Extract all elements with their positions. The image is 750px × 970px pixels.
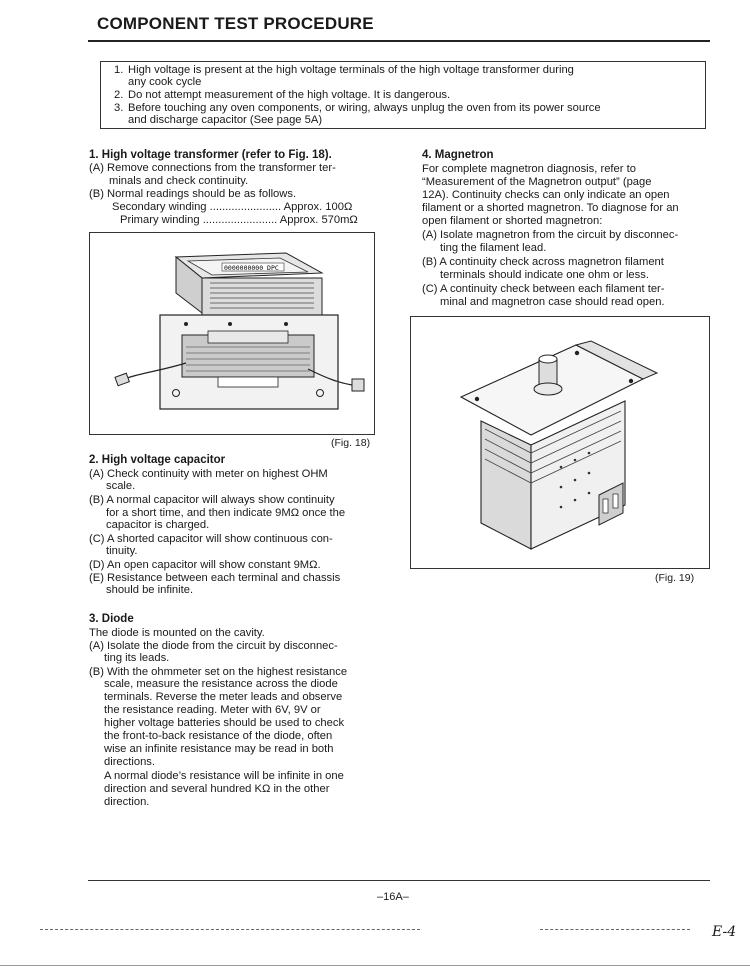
- diode-step: the front-to-back resistance of the diode, often: [104, 730, 333, 742]
- diode-step: (A) Isolate the diode from the circuit by disconnec-: [89, 640, 338, 652]
- scan-artifact-line: [540, 929, 690, 930]
- corner-handwritten-mark: E-4: [712, 924, 737, 940]
- diode-step: the resistance reading. Meter with 6V, 9V or: [104, 704, 321, 716]
- warning-number: 1.: [114, 64, 124, 76]
- magnetron-text: 12A). Continuity checks can only indicate an open: [422, 189, 670, 201]
- magnetron-text: “Measurement of the Magnetron output” (page: [422, 176, 652, 188]
- section-heading-magnetron: 4. Magnetron: [422, 149, 494, 161]
- warning-text: any cook cycle: [128, 76, 202, 88]
- warning-number: 2.: [114, 89, 124, 101]
- page-title: COMPONENT TEST PROCEDURE: [97, 14, 374, 33]
- diode-step: (B) With the ohmmeter set on the highest resistance: [89, 666, 348, 678]
- capacitor-step: scale.: [106, 480, 136, 492]
- magnetron-step: terminals should indicate one ohm or less.: [440, 269, 649, 281]
- magnetron-step: (A) Isolate magnetron from the circuit by disconnec-: [422, 229, 679, 241]
- secondary-winding-reading: Secondary winding ....................... Approx. 100Ω: [112, 201, 353, 213]
- magnetron-illustration: [411, 317, 709, 568]
- scan-artifact-line: [40, 929, 420, 930]
- magnetron-step: (B) A continuity check across magnetron filament: [422, 256, 664, 268]
- warning-text: High voltage is present at the high voltage terminals of the high voltage transformer during: [128, 64, 574, 76]
- transformer-step: (A) Remove connections from the transformer ter-: [89, 162, 336, 174]
- warning-text: Before touching any oven components, or wiring, always unplug the oven from its power source: [128, 102, 601, 114]
- primary-winding-reading: Primary winding ........................ Approx. 570mΩ: [120, 214, 358, 226]
- magnetron-figure: [410, 316, 710, 569]
- figure-19-caption: (Fig. 19): [655, 572, 695, 584]
- title-divider: [88, 40, 710, 42]
- warning-number: 3.: [114, 102, 124, 114]
- capacitor-step: (A) Check continuity with meter on highest OHM: [89, 468, 328, 480]
- transformer-step: (B) Normal readings should be as follows.: [89, 188, 297, 200]
- magnetron-text: open filament or shorted magnetron:: [422, 215, 603, 227]
- magnetron-step: (C) A continuity check between each filament ter-: [422, 283, 665, 295]
- section-heading-diode: 3. Diode: [89, 613, 134, 625]
- warning-text: Do not attempt measurement of the high voltage. It is dangerous.: [128, 89, 451, 101]
- diode-step: ting its leads.: [104, 652, 170, 664]
- bottom-edge-line: [0, 965, 750, 966]
- capacitor-step: (C) A shorted capacitor will show continuous con-: [89, 533, 333, 545]
- diode-text: The diode is mounted on the cavity.: [89, 627, 265, 639]
- transformer-figure: [89, 232, 375, 435]
- safety-warning-box: [100, 61, 706, 129]
- transformer-plate-label: 0000000000 DPC: [224, 264, 279, 272]
- section-heading-transformer: 1. High voltage transformer (refer to Fig. 18).: [89, 149, 332, 161]
- capacitor-step: capacitor is charged.: [106, 519, 210, 531]
- warning-text: and discharge capacitor (See page 5A): [128, 114, 323, 126]
- magnetron-step: ting the filament lead.: [440, 242, 547, 254]
- capacitor-step: (E) Resistance between each terminal and chassis: [89, 572, 341, 584]
- transformer-step: minals and check continuity.: [109, 175, 249, 187]
- section-heading-capacitor: 2. High voltage capacitor: [89, 454, 226, 466]
- capacitor-step: tinuity.: [106, 545, 138, 557]
- capacitor-step: for a short time, and then indicate 9MΩ once the: [106, 507, 346, 519]
- diode-step: direction.: [104, 796, 150, 808]
- diode-step: A normal diode’s resistance will be infinite in one: [104, 770, 344, 782]
- diode-step: terminals. Reverse the meter leads and observe: [104, 691, 343, 703]
- magnetron-text: For complete magnetron diagnosis, refer to: [422, 163, 636, 175]
- diode-step: higher voltage batteries should be used to check: [104, 717, 345, 729]
- capacitor-step: should be infinite.: [106, 584, 194, 596]
- footer-divider: [88, 880, 710, 881]
- capacitor-step: (D) An open capacitor will show constant 9MΩ.: [89, 559, 321, 571]
- magnetron-step: minal and magnetron case should read open.: [440, 296, 665, 308]
- transformer-illustration: [90, 233, 374, 434]
- diode-step: scale, measure the resistance across the diode: [104, 678, 338, 690]
- diode-step: wise an infinite resistance may be read in both: [104, 743, 334, 755]
- page-number: –16A–: [377, 891, 409, 903]
- diode-step: directions.: [104, 756, 155, 768]
- figure-18-caption: (Fig. 18): [331, 437, 371, 449]
- magnetron-text: filament or a shorted magnetron. To diagnose for an: [422, 202, 679, 214]
- diode-step: direction and several hundred KΩ in the other: [104, 783, 330, 795]
- capacitor-step: (B) A normal capacitor will always show continuity: [89, 494, 335, 506]
